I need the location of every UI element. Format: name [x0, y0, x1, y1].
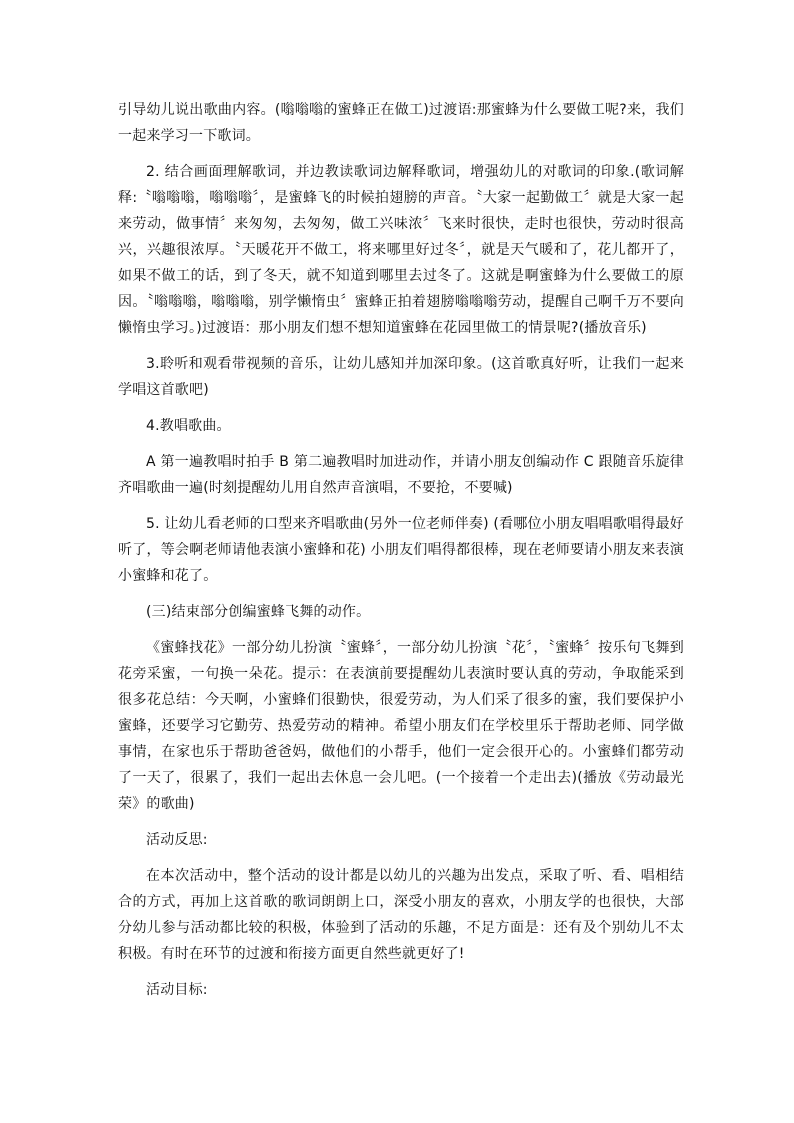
paragraph-step-5: 5. 让幼儿看老师的口型来齐唱歌曲(另外一位老师伴奏) (看哪位小朋友唱唱歌唱得最好听了，等会啊老师请他表演小蜜蜂和花) 小朋友们唱得都很棒，现在老师要请小朋友来表演小蜜蜂和花了。 — [118, 516, 684, 584]
section-heading-ending: (三)结束部分创编蜜蜂飞舞的动作。 — [146, 604, 371, 620]
paragraph-step-2: 2. 结合画面理解歌词，并边教读歌词边解释歌词，增强幼儿的对歌词的印象.(歌词解释:〝嗡嗡嗡，嗡嗡嗡〞，是蜜蜂飞的时候拍翅膀的声音。〝大家一起勤做工〞就是大家一起来劳动，做事情〞来匆匆，去匆匆，做工兴味浓〞飞来时很快，走时也很快，劳动时很高兴，兴趣很浓厚。〝天暖花开不做工，将来哪里好过冬〞，就是天气暖和了，花儿都开了，如果不做工的话，到了冬天，就不知道到哪里去过冬了。这就是啊蜜蜂为什么要做工的原因。〝嗡嗡嗡，嗡嗡嗡，别学懒惰虫〞蜜蜂正拍着翅膀嗡嗡嗡劳动，提醒自己啊千万不要向懒惰虫学习。)过渡语：那小朋友们想不想知道蜜蜂在花园里做工的情景呢?(播放音乐) — [118, 164, 684, 336]
paragraph-bee-game: 《蜜蜂找花》一部分幼儿扮演〝蜜蜂〞，一部分幼儿扮演〝花〞，〝蜜蜂〞按乐句飞舞到花旁采蜜，一句换一朵花。提示：在表演前要提醒幼儿表演时要认真的劳动，争取能采到很多花总结：今天啊，小蜜蜂们很勤快，很爱劳动，为人们采了很多的蜜，我们要保护小蜜蜂，还要学习它勤劳、热爱劳动的精神。希望小朋友们在学校里乐于帮助老师、同学做事情，在家也乐于帮助爸爸妈，做他们的小帮手，他们一定会很开心的。小蜜蜂们都劳动了一天了，很累了，我们一起出去休息一会儿吧。(一个接着一个走出去)(播放《劳动最光荣》的歌曲) — [118, 640, 684, 812]
heading-reflection: 活动反思: — [146, 832, 208, 848]
paragraph-step-3: 3.聆听和观看带视频的音乐，让幼儿感知并加深印象。(这首歌真好听，让我们一起来学唱这首歌吧) — [118, 356, 684, 398]
paragraph-reflection: 在本次活动中，整个活动的设计都是以幼儿的兴趣为出发点，采取了听、看、唱相结合的方式，再加上这首歌的歌词朗朗上口，深受小朋友的喜欢，小朋友学的也很快，大部分幼儿参与活动都比较的积极，体验到了活动的乐趣，不足方面是：还有及个别幼儿不太积极。有时在环节的过渡和衔接方面更自然些就更好了! — [118, 868, 684, 962]
paragraph-step-4: 4.教唱歌曲。 — [146, 418, 231, 434]
heading-goals: 活动目标: — [146, 982, 208, 998]
paragraph-step-4-detail: A 第一遍教唱时拍手 B 第二遍教唱时加进动作，并请小朋友创编动作 C 跟随音乐旋律齐唱歌曲一遍(时刻提醒幼儿用自然声音演唱，不要抢，不要喊) — [118, 454, 684, 496]
paragraph-intro: 引导幼儿说出歌曲内容。(嗡嗡嗡的蜜蜂正在做工)过渡语:那蜜蜂为什么要做工呢?来，我们一起来学习一下歌词。 — [118, 102, 684, 144]
